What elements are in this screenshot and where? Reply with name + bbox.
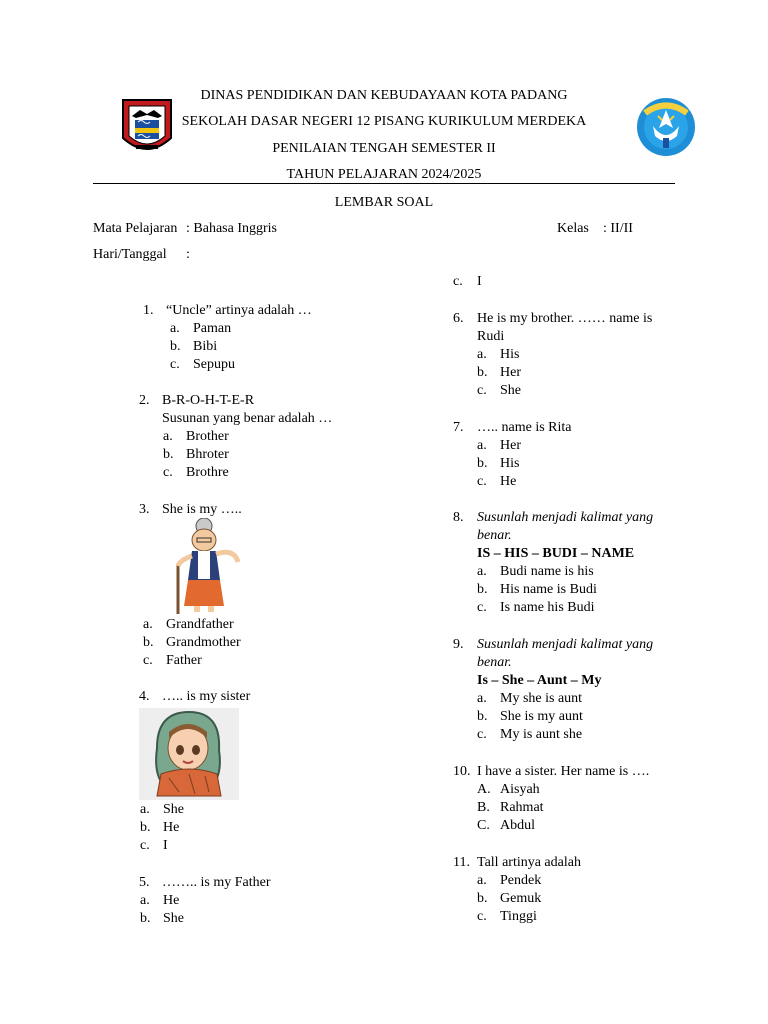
q1-option-a: Paman xyxy=(193,321,232,336)
q2-option-b-letter: b. xyxy=(163,447,174,462)
q5-option-a-letter: a. xyxy=(140,893,150,908)
q11-option-a: Pendek xyxy=(500,873,542,888)
q11-option-b-letter: b. xyxy=(477,891,488,906)
q4-text: ….. is my sister xyxy=(162,689,251,704)
q7-option-a-letter: a. xyxy=(477,438,487,453)
q10-option-a-letter: A. xyxy=(477,782,491,797)
q3-option-c: Father xyxy=(166,653,202,668)
q1-option-a-letter: a. xyxy=(170,321,180,336)
q2-option-c-letter: c. xyxy=(163,465,173,480)
q2-text-2: Susunan yang benar adalah … xyxy=(162,411,333,426)
q7-option-c-letter: c. xyxy=(477,474,487,489)
q3-text: She is my ….. xyxy=(162,502,242,517)
q8-option-b: His name is Budi xyxy=(500,582,597,597)
q1-text: “Uncle” artinya adalah … xyxy=(166,303,312,318)
q6-option-b-letter: b. xyxy=(477,365,488,380)
q4-option-b-letter: b. xyxy=(140,820,151,835)
q6-option-a-letter: a. xyxy=(477,347,487,362)
q7-option-c: He xyxy=(500,474,517,489)
q6-number: 6. xyxy=(453,311,464,326)
q1-option-c: Sepupu xyxy=(193,357,235,372)
q9-option-b: She is my aunt xyxy=(500,709,583,724)
q2-option-c: Brothre xyxy=(186,465,229,480)
q6-option-c: She xyxy=(500,383,521,398)
q8-instruction-2: benar. xyxy=(477,528,512,543)
q5-option-c-letter: c. xyxy=(453,274,463,289)
q9-option-c-letter: c. xyxy=(477,727,487,742)
q9-option-a-letter: a. xyxy=(477,691,487,706)
q6-option-c-letter: c. xyxy=(477,383,487,398)
date-label: Hari/Tanggal xyxy=(93,247,167,262)
q4-option-a: She xyxy=(163,802,184,817)
q8-scrambled-words: IS – HIS – BUDI – NAME xyxy=(477,546,635,561)
q1-option-b: Bibi xyxy=(193,339,218,354)
grandmother-illustration xyxy=(168,518,244,616)
q3-option-a-letter: a. xyxy=(143,617,153,632)
q5-option-b-letter: b. xyxy=(140,911,151,926)
q3-option-b-letter: b. xyxy=(143,635,154,650)
q5-option-a: He xyxy=(163,893,180,908)
header-line-1: DINAS PENDIDIKAN DAN KEBUDAYAAN KOTA PADANG xyxy=(200,88,568,103)
q6-text: He is my brother. …… name is xyxy=(477,311,653,326)
q9-number: 9. xyxy=(453,637,464,652)
q7-text: ….. name is Rita xyxy=(477,420,572,435)
q6-option-b: Her xyxy=(500,365,521,380)
page-title: LEMBAR SOAL xyxy=(334,195,434,210)
q3-number: 3. xyxy=(139,502,150,517)
q11-option-b: Gemuk xyxy=(500,891,542,906)
q11-number: 11. xyxy=(453,855,470,870)
header-line-2: SEKOLAH DASAR NEGERI 12 PISANG KURIKULUM MERDEKA xyxy=(181,114,587,129)
q6-option-a: His xyxy=(500,347,520,362)
q9-option-a: My she is aunt xyxy=(500,691,583,706)
q9-instruction: Susunlah menjadi kalimat yang xyxy=(477,637,654,652)
q2-option-a: Brother xyxy=(186,429,229,444)
q9-option-c: My is aunt she xyxy=(500,727,583,742)
q5-option-b: She xyxy=(163,911,184,926)
q5-option-c: I xyxy=(477,274,482,289)
subject-value: : Bahasa Inggris xyxy=(186,221,277,236)
q2-option-b: Bhroter xyxy=(186,447,229,462)
q10-option-b: Rahmat xyxy=(500,800,544,815)
q8-number: 8. xyxy=(453,510,464,525)
q8-option-b-letter: b. xyxy=(477,582,488,597)
q10-text: I have a sister. Her name is …. xyxy=(477,764,650,779)
q9-instruction-2: benar. xyxy=(477,655,512,670)
q10-option-a: Aisyah xyxy=(500,782,540,797)
q4-option-b: He xyxy=(163,820,180,835)
header-line-3: PENILAIAN TENGAH SEMESTER II xyxy=(272,141,496,156)
class-label: Kelas xyxy=(557,221,589,236)
q10-option-b-letter: B. xyxy=(477,800,490,815)
q10-number: 10. xyxy=(453,764,471,779)
q5-text: …….. is my Father xyxy=(162,875,271,890)
q4-option-c-letter: c. xyxy=(140,838,150,853)
q1-number: 1. xyxy=(143,303,154,318)
q2-option-a-letter: a. xyxy=(163,429,173,444)
q8-option-c: Is name his Budi xyxy=(500,600,595,615)
q7-option-b: His xyxy=(500,456,520,471)
q3-option-a: Grandfather xyxy=(166,617,234,632)
q7-number: 7. xyxy=(453,420,464,435)
q7-option-a: Her xyxy=(500,438,521,453)
q6-text-2: Rudi xyxy=(477,329,505,344)
q11-option-a-letter: a. xyxy=(477,873,487,888)
q2-text: B-R-O-H-T-E-R xyxy=(162,393,255,408)
class-value: : II/II xyxy=(603,221,633,236)
q4-number: 4. xyxy=(139,689,150,704)
q8-option-a: Budi name is his xyxy=(500,564,594,579)
q3-option-c-letter: c. xyxy=(143,653,153,668)
q11-text: Tall artinya adalah xyxy=(477,855,581,870)
q7-option-b-letter: b. xyxy=(477,456,488,471)
q8-option-c-letter: c. xyxy=(477,600,487,615)
date-value: : xyxy=(186,247,190,262)
q8-option-a-letter: a. xyxy=(477,564,487,579)
q4-option-a-letter: a. xyxy=(140,802,150,817)
q4-option-c: I xyxy=(163,838,168,853)
q3-option-b: Grandmother xyxy=(166,635,241,650)
header-divider xyxy=(93,183,675,184)
q10-option-c: Abdul xyxy=(500,818,535,833)
q9-option-b-letter: b. xyxy=(477,709,488,724)
q11-option-c-letter: c. xyxy=(477,909,487,924)
q9-scrambled-words: Is – She – Aunt – My xyxy=(477,673,602,688)
q2-number: 2. xyxy=(139,393,150,408)
q8-instruction: Susunlah menjadi kalimat yang xyxy=(477,510,654,525)
q1-option-c-letter: c. xyxy=(170,357,180,372)
header-line-4: TAHUN PELAJARAN 2024/2025 xyxy=(286,167,482,182)
q10-option-c-letter: C. xyxy=(477,818,490,833)
subject-label: Mata Pelajaran xyxy=(93,221,178,236)
q5-number: 5. xyxy=(139,875,150,890)
q1-option-b-letter: b. xyxy=(170,339,181,354)
q11-option-c: Tinggi xyxy=(500,909,537,924)
girl-in-hijab-illustration xyxy=(139,708,239,800)
